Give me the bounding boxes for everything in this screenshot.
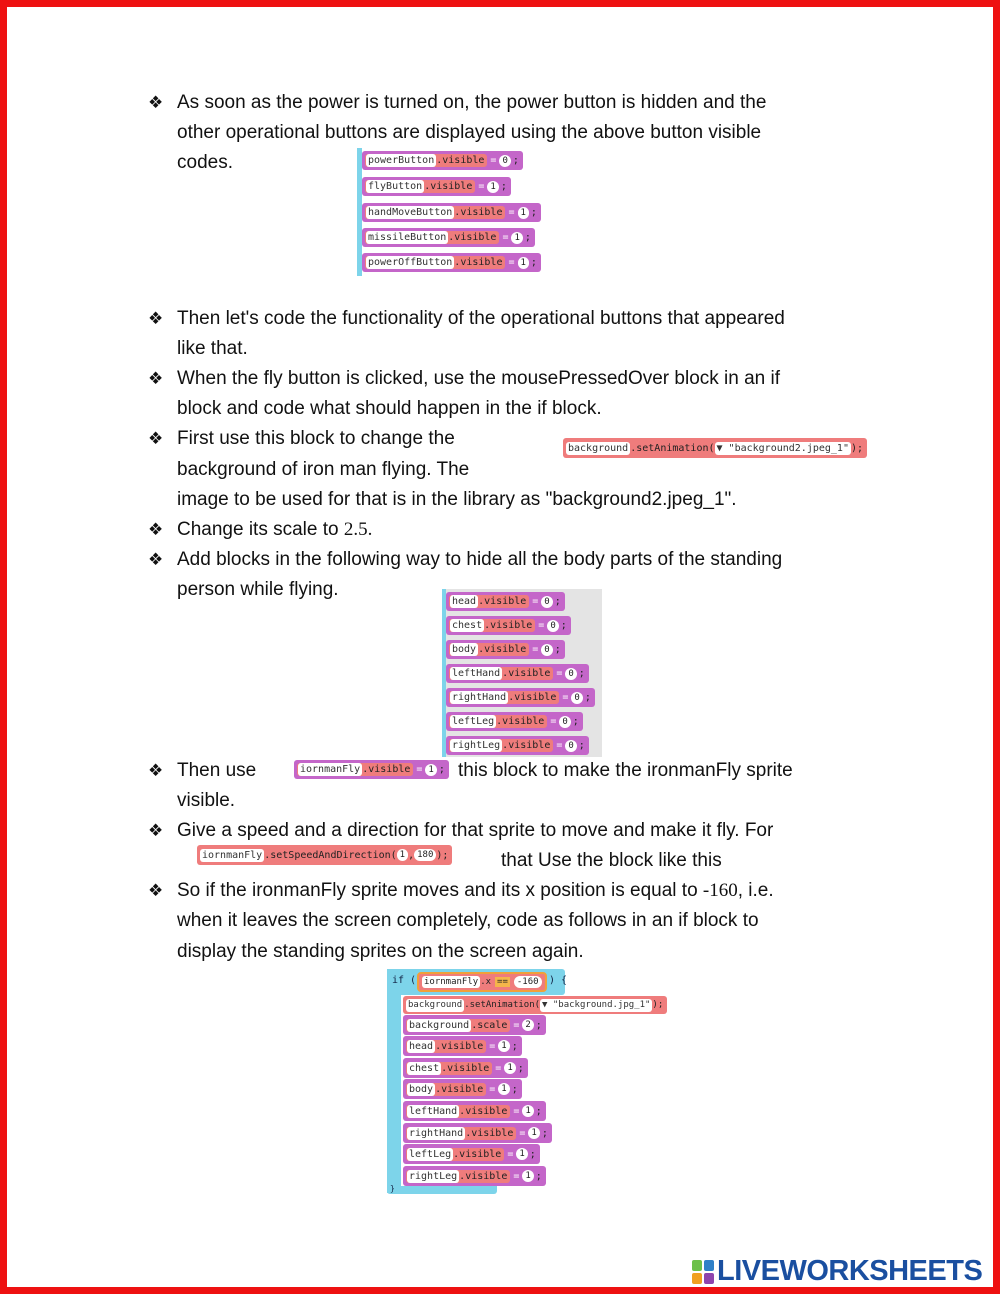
code-prop: .visible xyxy=(454,257,503,268)
code-prop: .visible xyxy=(435,1040,484,1052)
code-object: iornmanFly xyxy=(424,977,479,987)
code-block: rightHand .visible = 0 ; xyxy=(446,688,595,707)
code-close-brace: } xyxy=(390,1184,395,1193)
bullet-icon: ❖ xyxy=(148,550,164,569)
code-direction-value: 180 xyxy=(414,849,436,861)
code-object: rightHand xyxy=(452,692,507,703)
code-object: leftLeg xyxy=(452,716,495,727)
code-object: rightLeg xyxy=(409,1170,458,1182)
code-object: leftLeg xyxy=(409,1148,452,1160)
code-fly-visible-block: iornmanFly .visible = 1 ; xyxy=(294,760,449,779)
text-line: Then use xyxy=(177,760,257,781)
code-value: 0 xyxy=(499,155,510,167)
text-line: other operational buttons are displayed using the above button visible xyxy=(177,122,762,143)
code-value: 1 xyxy=(498,1083,509,1095)
code-value: 0 xyxy=(559,716,570,728)
code-block: powerButton .visible = 0 ; xyxy=(362,151,523,170)
text-line: So if the ironmanFly sprite moves and its x position is equal to -160, i.e. xyxy=(177,880,774,901)
text-line: display the standing sprites on the screen again. xyxy=(177,941,584,962)
code-object: iornmanFly xyxy=(202,849,263,861)
code-speed-block xyxy=(197,845,452,865)
liveworksheets-logo xyxy=(692,1255,982,1288)
code-condition xyxy=(417,972,547,992)
code-paren-open: ( xyxy=(410,975,417,986)
text-line: codes. xyxy=(177,152,233,173)
code-prop: .visible xyxy=(459,1170,508,1182)
code-prop: .visible xyxy=(459,1105,508,1117)
logo-text: LIVEWORKSHEETS xyxy=(717,1255,983,1287)
code-object: handMoveButton xyxy=(368,207,453,218)
code-object: head xyxy=(452,596,477,607)
bullet-icon: ❖ xyxy=(148,369,164,388)
text-line: person while flying. xyxy=(177,579,339,600)
code-set-animation-block xyxy=(563,438,867,458)
code-block: rightHand .visible = 1 ; xyxy=(403,1123,552,1143)
code-block: rightLeg .visible = 1 ; xyxy=(403,1166,546,1186)
code-block: leftLeg .visible = 1 ; xyxy=(403,1144,540,1164)
text-line: As soon as the power is turned on, the power button is hidden and the xyxy=(177,92,767,113)
text-line: image to be used for that is in the library as "background2.jpeg_1". xyxy=(177,489,737,510)
code-prop: .visible xyxy=(478,596,527,607)
code-block: body .visible = 1 ; xyxy=(403,1079,522,1099)
text-line: this block to make the ironmanFly sprite xyxy=(458,760,793,781)
code-value: 2 xyxy=(522,1019,533,1031)
code-object: head xyxy=(409,1040,434,1052)
code-block: flyButton .visible = 1 ; xyxy=(362,177,511,196)
scale-value: 2.5 xyxy=(343,519,368,540)
code-prop: .visible xyxy=(454,207,503,218)
text-line: when it leaves the screen completely, code as follows in an if block to xyxy=(177,910,759,931)
code-object: leftHand xyxy=(409,1105,458,1117)
code-object: flyButton xyxy=(368,181,423,192)
code-value: 0 xyxy=(547,620,558,632)
code-block: missileButton .visible = 1 ; xyxy=(362,228,535,247)
code-object: leftHand xyxy=(452,668,501,679)
code-value: 1 xyxy=(516,1148,527,1160)
code-object: iornmanFly xyxy=(300,764,361,775)
code-prop: .visible xyxy=(436,155,485,166)
logo-icon xyxy=(692,1260,714,1284)
code-value: -160 xyxy=(514,976,542,988)
code-block: handMoveButton .visible = 1 ; xyxy=(362,203,541,222)
code-block: chest .visible = 0 ; xyxy=(446,616,571,635)
code-object: background xyxy=(568,442,629,454)
code-object: chest xyxy=(452,620,483,631)
code-value: 1 xyxy=(511,232,522,244)
code-prop: .x xyxy=(480,977,492,987)
code-object: missileButton xyxy=(368,232,447,243)
code-value: 1 xyxy=(487,181,498,193)
code-object: background xyxy=(409,1019,470,1031)
code-prop: .visible xyxy=(453,1148,502,1160)
code-value: 0 xyxy=(541,596,552,608)
code-prop: .visible xyxy=(502,740,551,751)
code-value: 1 xyxy=(522,1170,533,1182)
code-object: powerButton xyxy=(368,155,435,166)
code-prop: .scale xyxy=(471,1019,508,1031)
code-value: 1 xyxy=(528,1127,539,1139)
code-block: leftLeg .visible = 0 ; xyxy=(446,712,583,731)
text-line: Then let's code the functionality of the operational buttons that appeared xyxy=(177,308,785,329)
code-object: rightLeg xyxy=(452,740,501,751)
code-if-footer xyxy=(387,1186,497,1194)
code-block: leftHand .visible = 1 ; xyxy=(403,1101,546,1121)
code-prop: .visible xyxy=(478,644,527,655)
code-prop: .visible xyxy=(496,716,545,727)
bullet-icon: ❖ xyxy=(148,93,164,112)
bullet-icon: ❖ xyxy=(148,309,164,328)
text-line: block and code what should happen in the if block. xyxy=(177,398,602,419)
code-end: ); xyxy=(652,1000,664,1010)
code-prop: .visible xyxy=(465,1127,514,1139)
code-object: rightHand xyxy=(409,1127,464,1139)
code-separator: , xyxy=(408,849,415,861)
code-block: head .visible = 1 ; xyxy=(403,1036,522,1056)
code-block: chest .visible = 1 ; xyxy=(403,1058,528,1078)
code-if-keyword: if xyxy=(392,975,405,986)
code-prop: .visible xyxy=(502,668,551,679)
code-value: 0 xyxy=(565,740,576,752)
code-method: .setAnimation( xyxy=(630,442,715,454)
code-block: body .visible = 0 ; xyxy=(446,640,565,659)
code-value: 0 xyxy=(571,692,582,704)
code-prop: .visible xyxy=(424,181,473,192)
code-speed-value: 1 xyxy=(397,849,408,861)
code-object: body xyxy=(409,1083,434,1095)
code-method: .setSpeedAndDirection( xyxy=(264,849,397,861)
code-if-body-strip xyxy=(387,969,401,1193)
text-line: When the fly button is clicked, use the mousePressedOver block in an if xyxy=(177,368,781,389)
code-prop: .visible xyxy=(435,1083,484,1095)
code-block xyxy=(403,996,667,1014)
code-prop: .visible xyxy=(441,1062,490,1074)
code-prop: .visible xyxy=(508,692,557,703)
code-value: 0 xyxy=(565,668,576,680)
text-line: Give a speed and a direction for that sprite to move and make it fly. For xyxy=(177,820,774,841)
bullet-icon: ❖ xyxy=(148,881,164,900)
bullet-icon: ❖ xyxy=(148,520,164,539)
text-line: like that. xyxy=(177,338,248,359)
x-position-value: -160 xyxy=(702,880,738,901)
code-object: powerOffButton xyxy=(368,257,453,268)
code-prop: .visible xyxy=(448,232,497,243)
code-object: chest xyxy=(409,1062,440,1074)
code-block: leftHand .visible = 0 ; xyxy=(446,664,589,683)
code-argument: ▼ "background2.jpeg_1" xyxy=(716,442,849,454)
code-block: head .visible = 0 ; xyxy=(446,592,565,611)
code-method: .setAnimation( xyxy=(464,1000,541,1010)
code-value: 1 xyxy=(518,257,529,269)
code-end: ); xyxy=(850,442,864,454)
text-line: First use this block to change the xyxy=(177,428,455,449)
code-value: 1 xyxy=(504,1062,515,1074)
text-line: Add blocks in the following way to hide all the body parts of the standing xyxy=(177,549,783,570)
text-line: background of iron man flying. The xyxy=(177,459,470,480)
code-value: 1 xyxy=(498,1040,509,1052)
code-value: 1 xyxy=(522,1105,533,1117)
code-operator: == xyxy=(497,977,508,987)
bullet-icon: ❖ xyxy=(148,429,164,448)
code-value: 0 xyxy=(541,644,552,656)
code-object: background xyxy=(408,999,463,1010)
code-value: 1 xyxy=(425,764,436,776)
text-line: that Use the block like this xyxy=(501,850,722,871)
text-line: Change its scale to 2.5. xyxy=(177,519,373,540)
code-block: powerOffButton .visible = 1 ; xyxy=(362,253,541,272)
code-object: body xyxy=(452,644,477,655)
code-prop: .visible xyxy=(362,764,411,775)
text-line: visible. xyxy=(177,790,236,811)
bullet-icon: ❖ xyxy=(148,821,164,840)
code-end: ); xyxy=(436,849,449,861)
code-argument: ▼ "background.jpg_1" xyxy=(542,999,651,1010)
code-block: rightLeg .visible = 0 ; xyxy=(446,736,589,755)
bullet-icon: ❖ xyxy=(148,761,164,780)
code-paren-close: ) { xyxy=(549,975,568,986)
code-block: background .scale = 2 ; xyxy=(403,1015,546,1035)
code-value: 1 xyxy=(518,207,529,219)
code-prop: .visible xyxy=(484,620,533,631)
